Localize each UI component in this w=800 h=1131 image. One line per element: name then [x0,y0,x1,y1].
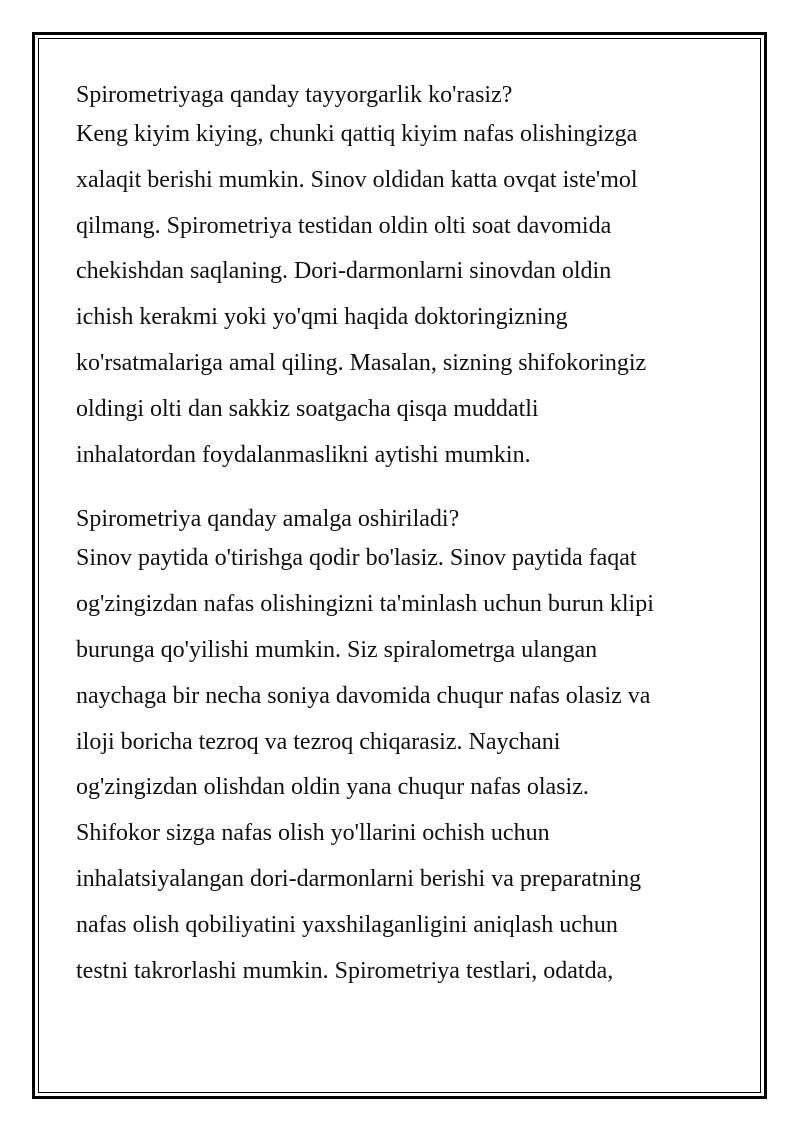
section-paragraph [76,536,736,994]
paragraph-line: inhalatordan foydalanmaslikni aytishi mumkin. [76,441,531,468]
paragraph-line: ko'rsatmalariga amal qiling. Masalan, sizning shifokoringiz [76,349,647,376]
paragraph-line: qilmang. Spirometriya testidan oldin olti soat davomida [76,212,612,239]
paragraph-line: burunga qo'yilishi mumkin. Siz spiralometrga ulangan [76,636,598,663]
paragraph-line: og'zingizdan nafas olishingizni ta'minlash uchun burun klipi [76,591,654,618]
paragraph-line: testni takrorlashi mumkin. Spirometriya testlari, odatda, [76,957,614,984]
section-preparation [76,78,736,478]
paragraph-line: ichish kerakmi yoki yo'qmi haqida doktoringizning [76,304,568,331]
document-body [76,78,736,994]
paragraph-line: Shifokor sizga nafas olish yo'llarini ochish uchun [76,820,550,847]
section-heading: Spirometriya qanday amalga oshiriladi? [76,506,460,533]
paragraph-line: naychaga bir necha soniya davomida chuqur nafas olasiz va [76,682,651,709]
paragraph-line: xalaqit berishi mumkin. Sinov oldidan katta ovqat iste'mol [76,166,638,193]
paragraph-line: og'zingizdan olishdan oldin yana chuqur nafas olasiz. [76,774,589,801]
section-heading: Spirometriyaga qanday tayyorgarlik ko'rasiz? [76,82,513,108]
paragraph-line: Keng kiyim kiying, chunki qattiq kiyim nafas olishingizga [76,121,638,147]
paragraph-line: nafas olish qobiliyatini yaxshilaganligini aniqlash uchun [76,911,618,938]
section-procedure [76,502,736,994]
paragraph-line: inhalatsiyalangan dori-darmonlarni berishi va preparatning [76,865,642,892]
section-paragraph [76,112,736,478]
paragraph-line: oldingi olti dan sakkiz soatgacha qisqa muddatli [76,395,539,422]
paragraph-line: Sinov paytida o'tirishga qodir bo'lasiz. Sinov paytida faqat [76,545,637,572]
paragraph-line: iloji boricha tezroq va tezroq chiqarasiz. Naychani [76,728,561,755]
paragraph-line: chekishdan saqlaning. Dori-darmonlarni sinovdan oldin [76,258,612,285]
